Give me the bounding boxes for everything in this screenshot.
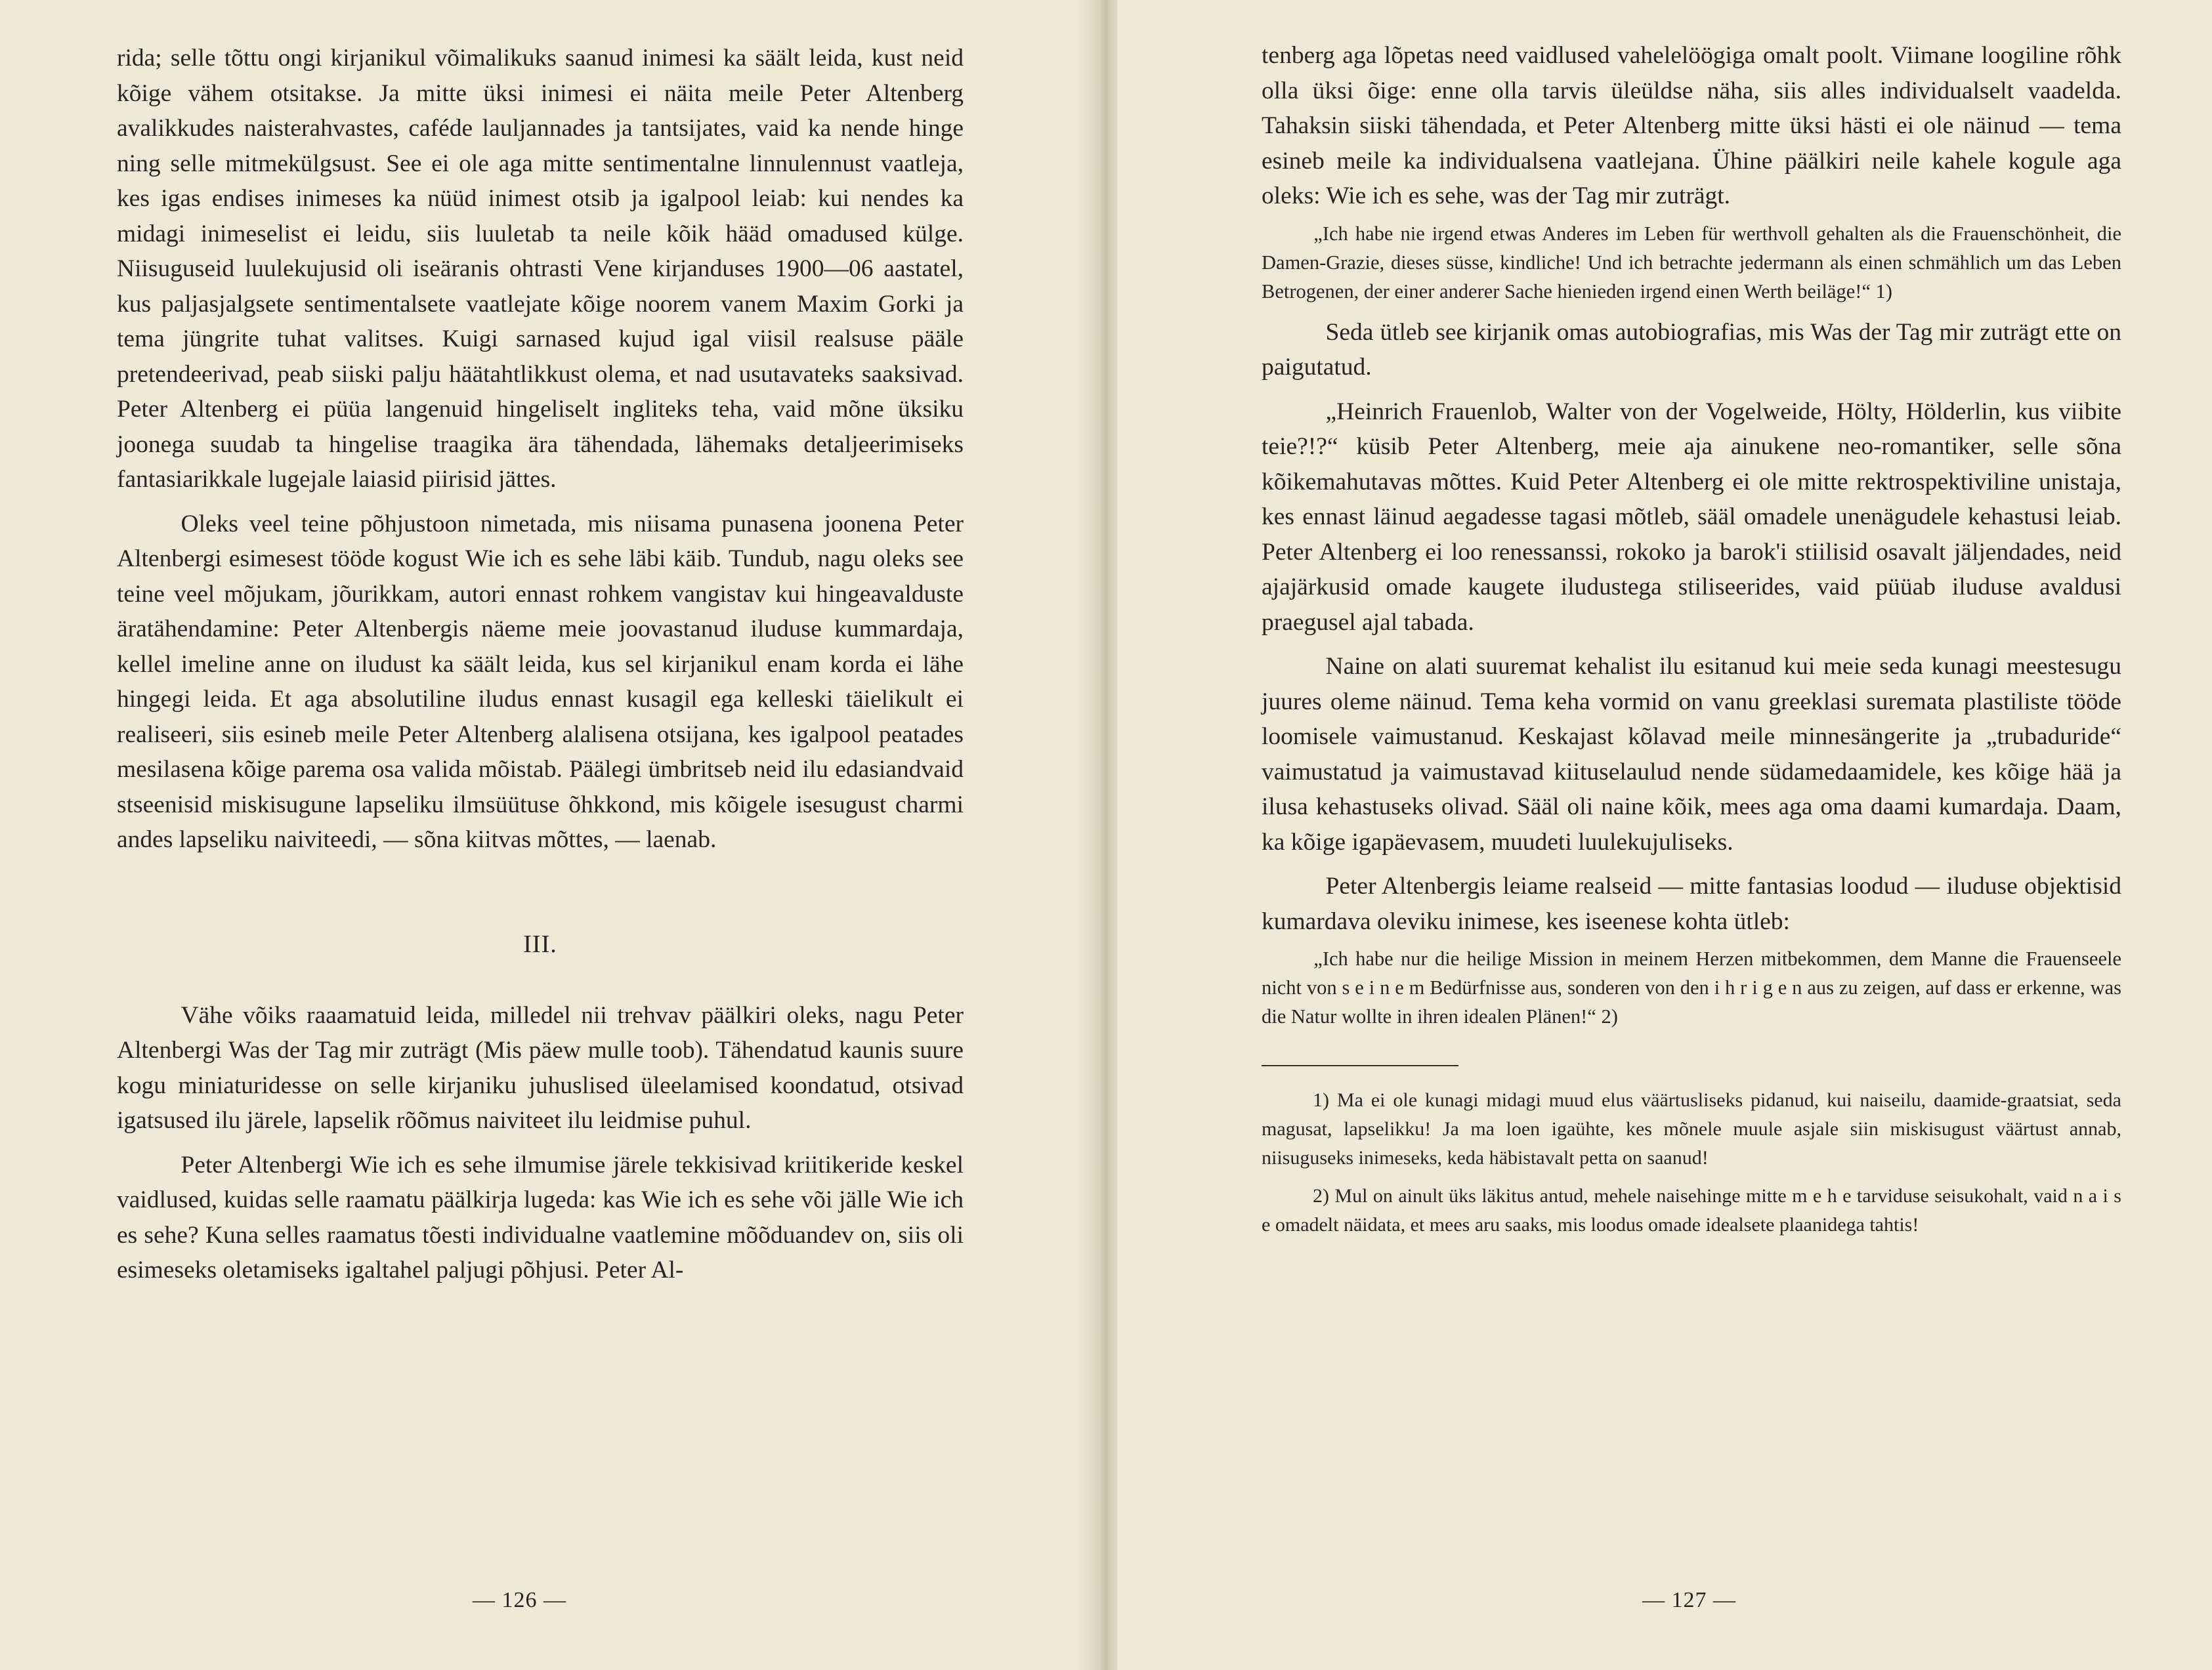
- page-number: — 126 —: [473, 1588, 566, 1612]
- left-page: [0, 0, 1095, 1670]
- footnote: 1) Ma ei ole kunagi midagi muud elus väärtusliseks pidanud, kui naiseilu, daamide-graatsiat, seda magusat, lapselikku! Ja ma loen igaühte, kes mõnele muule asjale siin miskisugust väärtust annab, niisuguseks inimeseks, keda häbistavalt petta on saanud!: [1262, 1089, 2121, 1169]
- block-quote: „Ich habe nie irgend etwas Anderes im Leben für werthvoll gehalten als die Frauenschönheit, die Damen-Grazie, dieses süsse, kindliche! Und ich betrachte jedermann als einen schmählich um das Leben Betrogenen, der einer anderer Sache hienieden irgend einen Werth beiläge!“ 1): [1262, 222, 2121, 303]
- footnote-rule: [1262, 1065, 1458, 1066]
- paragraph: Oleks veel teine põhjustoon nimetada, mis niisama punasena joonena Peter Altenbergi esimesest tööde kogust Wie ich es sehe läbi käib. Tundub, nagu oleks see teine veel mõjukam, jõurikkam, autori ennast rohkem vangistav kui hingeavalduste äratähendamine: Peter Altenbergis näeme meie joovastanud iluduse kummardaja, kellel imeline anne on iludust ka säält leida, kus sel kirjanikul enam korda ei lähe hingegi leida. Et aga absolutiline iludus ennast kusagil ega kelleski täielikult ei realiseeri, siis esineb meile Peter Altenberg alalisena otsijana, kes igalpool peatades mesilasena kõige parema osa valida mõistab. Päälegi ümbritseb neid ilu edasiandvaid stseenisid miskisugune lapseliku ilmsüütuse õhkkond, mis kõigele isesugust charmi andes lapseliku naiviteedi, — sõna kiitvas mõttes, — laenab.: [117, 510, 964, 853]
- paragraph: Naine on alati suuremat kehalist ilu esitanud kui meie seda kunagi meestesugu juures oleme näinud. Tema keha vormid on vanu greeklasi suremata plastiliste tööde loomisele vaimustanud. Keskajast kõlavad meile minnesängerite ja „trubaduride“ vaimustatud ja vaimustavad kiituselaulud nende südamedaamidele, kes kõige hää ja ilusa kehastuseks olivad. Sääl oli naine kõik, mees aga oma daami kumardaja. Daam, ka kõige igapäevasem, muudeti luulekujuliseks.: [1262, 653, 2121, 856]
- section-heading: III.: [523, 930, 557, 958]
- paragraph: Peter Altenbergis leiame realseid — mitte fantasias loodud — iluduse objektisid kumardava oleviku inimese, kes iseenese kohta ütleb:: [1262, 873, 2121, 935]
- left-page-text: [117, 41, 964, 1288]
- paragraph: „Heinrich Frauenlob, Walter von der Vogelweide, Hölty, Hölderlin, kus viibite teie?!?“ küsib Peter Altenberg, meie aja ainukene neo-romantiker, selle sõna kõikemahutavas mõttes. Kuid Peter Altenberg ei ole mitte rektrospektiviline unistaja, kes ennast läinud aegadesse tagasi mõtleb, sääl omadele unenägudele kehastusi leiab. Peter Altenberg ei loo renessanssi, rokoko ja barok'i stiilisid osavalt jäljendades, neid ajajärkusid omade kaugete iludustega stiliseerides, vaid püüab iluduse avaldusi praegusel ajal tabada.: [1262, 398, 2121, 636]
- page-number: — 127 —: [1642, 1588, 1736, 1612]
- footnote: 2) Mul on ainult üks läkitus antud, mehele naisehinge mitte m e h e tarviduse seisukohalt, vaid n a i s e omadelt näidata, et mees aru saaks, mis loodus omade idealsete plaanidega tahtis!: [1262, 1185, 2121, 1236]
- right-page-text: [1262, 38, 2121, 1249]
- paragraph: Peter Altenbergi Wie ich es sehe ilmumise järele tekkisivad kriitikeride keskel vaidlused, kuidas selle raamatu päälkirja lugeda: kas Wie ich es sehe või jälle Wie ich es sehe? Kuna selles raamatus tõesti individualne vaatlemine mõõduandev on, siis oli esimeseks oletamiseks igaltahel paljugi põhjusi. Peter Al-: [117, 1151, 964, 1284]
- right-page: [1117, 0, 2212, 1670]
- paragraph: tenberg aga lõpetas need vaidlused vahelelöögiga omalt poolt. Viimane loogiline rõhk olla üksi õige: enne olla tarvis üleüldse näha, siis alles individualselt vaadelda. Tahaksin siiski tähendada, et Peter Altenberg mitte üksi hästi ei ole näinud — tema esineb meile ka individualsena vaatlejana. Ühine päälkiri neile kahele kogule aga oleks: Wie ich es sehe, was der Tag mir zuträgt.: [1262, 42, 2121, 209]
- paragraph: Seda ütleb see kirjanik omas autobiografias, mis Was der Tag mir zuträgt ette on paigutatud.: [1262, 318, 2121, 381]
- paragraph: rida; selle tõttu ongi kirjanikul võimalikuks saanud inimesi ka säält leida, kust neid kõige vähem otsitakse. Ja mitte üksi inimesi ei näita meile Peter Altenberg avalikkudes naisterahvastes, caféde lauljannades ja tantsijates, vaid ka nende hinge ning selle mitmekülgsust. See ei ole aga mitte sentimentalne linnulennust vaatleja, kes igas endises inimeses ka nüüd inimest otsib ja igalpool leiab: kui nendes ka midagi inimeselist ei leidu, siis luuletab ta neile kõik hääd omadused külge. Niisuguseid luulekujusid oli iseäranis ohtrasti Vene kirjanduses 1900—06 aastatel, kus paljasjalgsete sentimentalsete vaatlejate kõige noorem vanem Maxim Gorki ja tema jüngrite tuhat valitses. Kuigi sarnased kujud igal viisil realsuse pääle pretendeerivad, peab siiski palju häätahtlikkust olema, et nad usutavateks saaksivad. Peter Altenberg ei püüa langenuid hingeliselt ingliteks teha, vaid mõne üksiku joonega suudab ta hingelise traagika ära tähendada, lähemaks detaljeerimiseks fantasiarikkale lugejale laiasid piirisid jättes.: [117, 45, 964, 493]
- block-quote: „Ich habe nur die heilige Mission in meinem Herzen mitbekommen, dem Manne die Frauenseele nicht von s e i n e m Bedürfnisse aus, sonderen von den i h r i g e n aus zu zeigen, auf dass er erkenne, was die Natur wollte in ihren idealen Plänen!“ 2): [1262, 948, 2121, 1028]
- paragraph: Vähe võiks raaamatuid leida, milledel nii trehvav päälkiri oleks, nagu Peter Altenbergi Was der Tag mir zuträgt (Mis päew mulle toob). Tähendatud kaunis suure kogu miniaturidesse on selle kirjaniku juhuslised üleelamised koondatud, otsivad igatsused ilu järele, lapselik rõõmus naiviteet ilu leidmise puhul.: [117, 1001, 964, 1134]
